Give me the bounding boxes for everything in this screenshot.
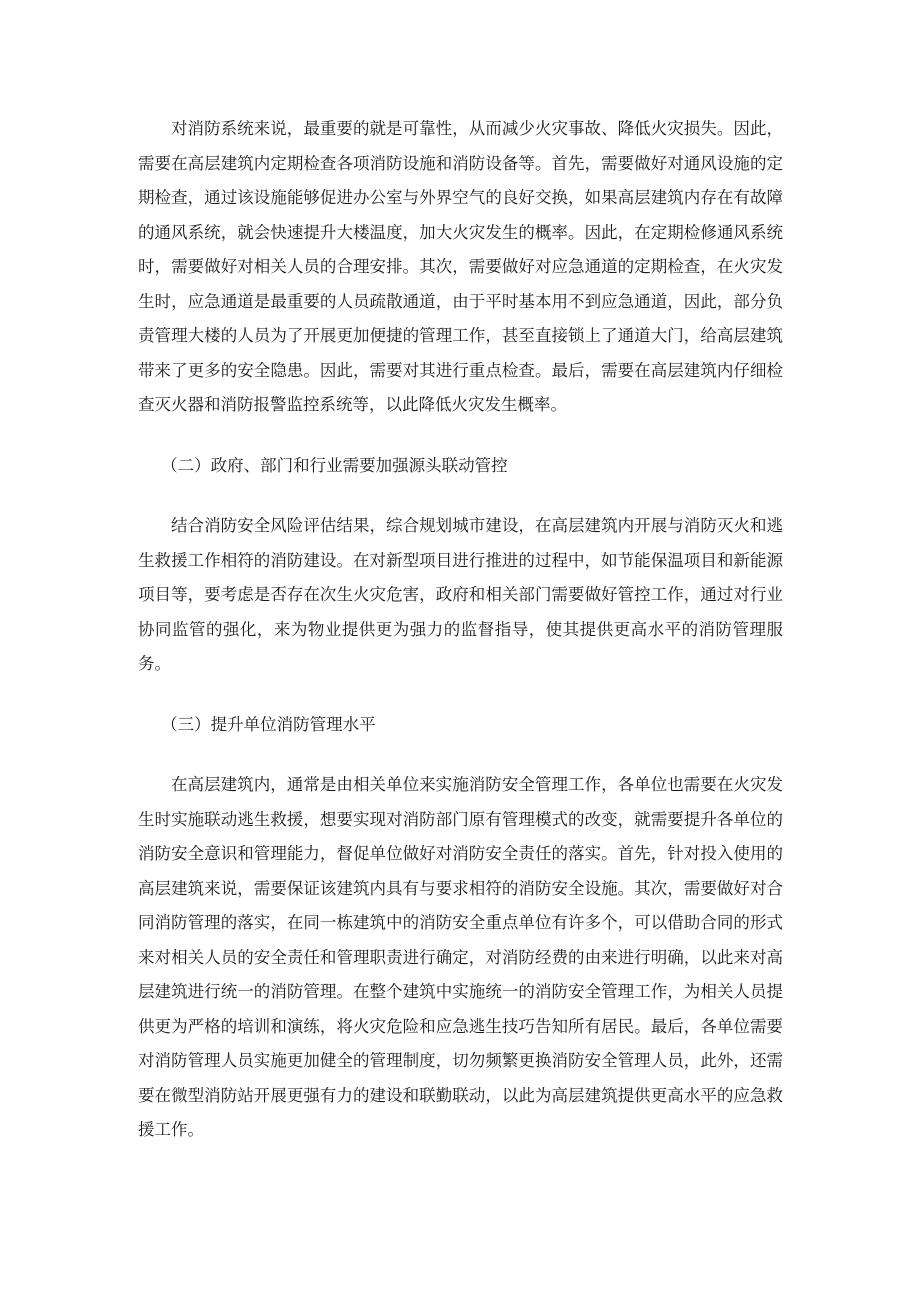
paragraph-source-control: 结合消防安全风险评估结果，综合规划城市建设，在高层建筑内开展与消防灭火和逃生救援工作相符的消防建设。在对新型项目进行推进的过程中，如节能保温项目和新能源项目等，要考虑是否存在次生火灾危害，政府和相关部门需要做好管控工作，通过对行业协同监管的强化，来为物业提供更为强力的监督指导，使其提供更高水平的消防管理服务。 xyxy=(138,516,783,673)
document-page xyxy=(138,112,783,1148)
section-gap xyxy=(138,483,783,509)
section-heading-2: （二）政府、部门和行业需要加强源头联动管控 xyxy=(161,455,508,475)
paragraph-unit-management: 在高层建筑内，通常是由相关单位来实施消防安全管理工作，各单位也需要在火灾发生时实施联动逃生救援，想要实现对消防部门原有管理模式的改变，就需要提升各单位的消防安全意识和管理能力，督促单位做好对消防安全责任的落实。首先，针对投入使用的高层建筑来说，需要保证该建筑内具有与要求相符的消防安全设施。其次，需要做好对合同消防管理的落实，在同一栋建筑中的消防安全重点单位有许多个，可以借助合同的形式来对相关人员的安全责任和管理职责进行确定，对消防经费的由来进行明确，以此来对高层建筑进行统一的消防管理。在整个建筑中实施统一的消防安全管理工作，为相关人员提供更为严格的培训和演练，将火灾危险和应急逃生技巧告知所有居民。最后，各单位需要对消防管理人员实施更加健全的管理制度，切勿频繁更换消防安全管理人员，此外，还需要在微型消防站开展更强有力的建设和联勤联动，以此为高层建筑提供更高水平的应急救援工作。 xyxy=(138,775,783,1139)
section-heading-3: （三）提升单位消防管理水平 xyxy=(161,714,376,734)
section-gap xyxy=(138,423,783,449)
section-gap xyxy=(138,742,783,768)
section-gap xyxy=(138,682,783,708)
paragraph-fire-system-inspection: 对消防系统来说，最重要的就是可靠性，从而减少火灾事故、降低火灾损失。因此，需要在高层建筑内定期检查各项消防设施和消防设备等。首先，需要做好对通风设施的定期检查，通过该设施能够促进办公室与外界空气的良好交换，如果高层建筑内存在有故障的通风系统，就会快速提升大楼温度，加大火灾发生的概率。因此，在定期检修通风系统时，需要做好对相关人员的合理安排。其次，需要做好对应急通道的定期检查，在火灾发生时，应急通道是最重要的人员疏散通道，由于平时基本用不到应急通道，因此，部分负责管理大楼的人员为了开展更加便捷的管理工作，甚至直接锁上了通道大门，给高层建筑带来了更多的安全隐患。因此，需要对其进行重点检查。最后，需要在高层建筑内仔细检查灭火器和消防报警监控系统等，以此降低火灾发生概率。 xyxy=(138,119,783,414)
